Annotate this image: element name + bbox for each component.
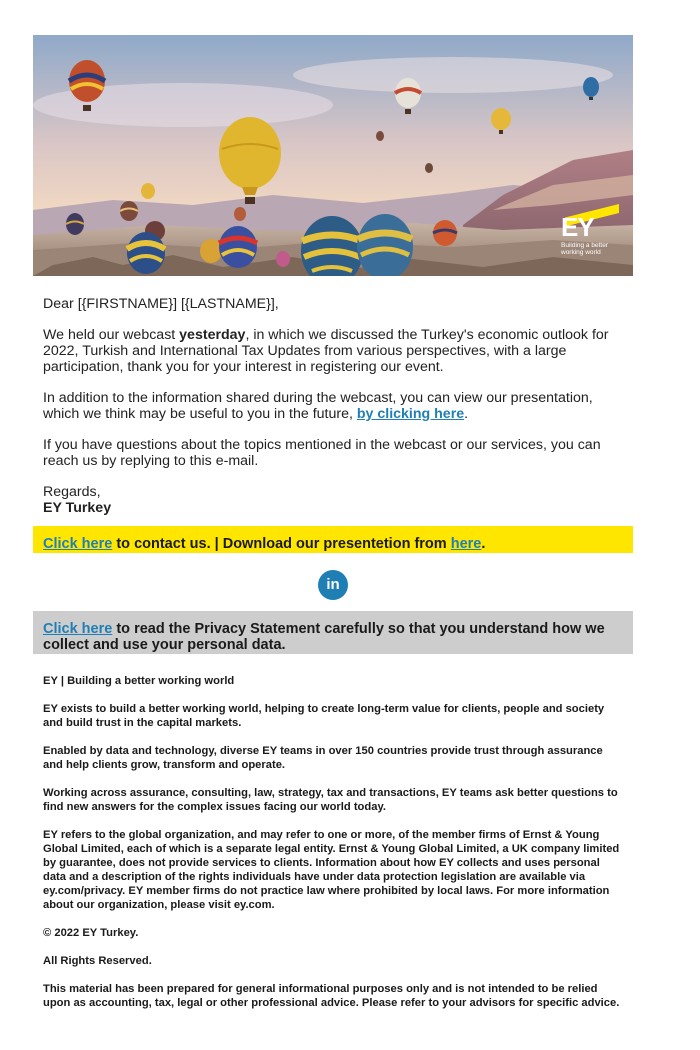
linkedin-icon[interactable]: in [318, 570, 348, 600]
regards: Regards, [43, 484, 101, 500]
hero-image [33, 35, 633, 276]
paragraph-questions: If you have questions about the topics mentioned in the webcast or our services, you can reach us by replying to this e-mail. [43, 437, 601, 469]
presentation-link[interactable]: by clicking here [356, 406, 465, 422]
paragraph-webcast: We held our webcast yesterday, in which we discussed the Turkey's economic outlook for 2022, Turkish and International Tax Updates from various perspectives, with a large participation, thank you for your interest in registering our event. [43, 327, 609, 375]
legal-footer [33, 654, 633, 1010]
cta-bar: Click here to contact us. | Download our presentetion from here. [33, 526, 633, 553]
ey-logo [555, 204, 623, 264]
emphasis-yesterday: yesterday [179, 327, 246, 343]
ey-logo-tagline: Building a better working world [561, 242, 608, 256]
email-body [33, 35, 633, 1024]
rights-reserved: All Rights Reserved. [43, 955, 152, 967]
disclaimer: This material has been prepared for general informational purposes only and is not intended to be relied upon as accounting, tax, legal or other professional advice. Please refer to your advisors for specific advice. [43, 983, 620, 1009]
footer-paragraph: EY refers to the global organization, and may refer to one or more, of the member firms of Ernst & Young Global Limited, each of which is a separate legal entity. Ernst & Young Global Limited, a UK company limited by guarantee, does not provide services to clients. Information about how EY collects and uses personal data and a description of the rights individuals have under data protection legislation are available via ey.com/privacy. EY member firms do not practice law where prohibited by local laws. For more information about our organization, please visit ey.com. [43, 829, 620, 911]
hero-banner [33, 35, 633, 276]
ey-logo-mark: EY [561, 212, 594, 242]
letter-content [33, 296, 633, 516]
paragraph-presentation: In addition to the information shared during the webcast, you can view our presentation, which we think may be useful to you in the future, by clicking here. [43, 390, 593, 422]
download-presentation-link[interactable]: here [450, 536, 482, 552]
greeting: Dear [{FIRSTNAME}] [{LASTNAME}], [43, 296, 279, 312]
footer-paragraph: EY exists to build a better working world, helping to create long-term value for clients, people and society and build trust in the capital markets. [43, 703, 605, 729]
footer-paragraph: Enabled by data and technology, diverse EY teams in over 150 countries provide trust through assurance and help clients grow, transform and operate. [43, 745, 603, 771]
social-links [33, 553, 633, 611]
privacy-statement-link[interactable]: Click here [43, 621, 113, 637]
footer-paragraph: EY | Building a better working world [43, 675, 235, 687]
signature: EY Turkey [43, 500, 112, 516]
privacy-bar: Click here to read the Privacy Statement carefully so that you understand how we collect and use your personal data. [33, 611, 633, 654]
copyright: © 2022 EY Turkey. [43, 927, 139, 939]
contact-link[interactable]: Click here [43, 536, 113, 552]
footer-paragraph: Working across assurance, consulting, law, strategy, tax and transactions, EY teams ask better questions to find new answers for the complex issues facing our world today. [43, 787, 618, 813]
